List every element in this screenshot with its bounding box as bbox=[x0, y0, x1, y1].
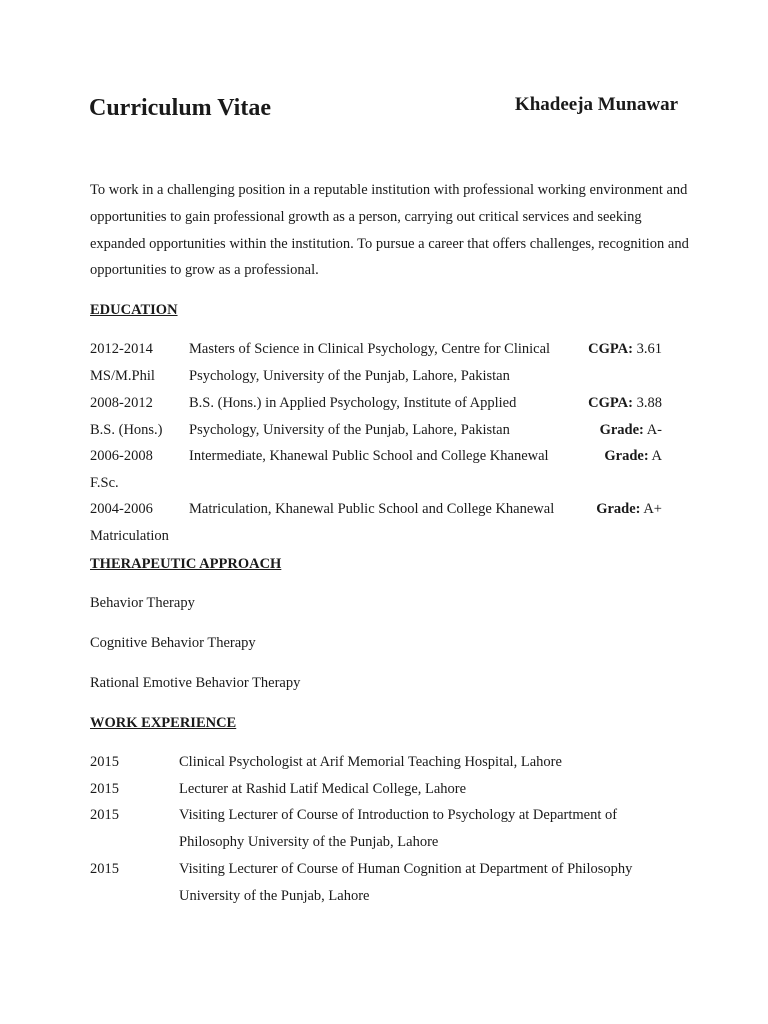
education-degree: F.Sc. bbox=[90, 475, 119, 491]
work-year: 2015 bbox=[90, 781, 119, 797]
grade-value: 3.88 bbox=[633, 395, 662, 411]
therapy-item: Behavior Therapy bbox=[90, 595, 195, 611]
grade-label: CGPA: bbox=[588, 341, 633, 357]
education-degree: B.S. (Hons.) bbox=[90, 422, 163, 438]
page-title: Curriculum Vitae bbox=[89, 95, 271, 121]
therapy-item: Rational Emotive Behavior Therapy bbox=[90, 675, 301, 691]
education-period: 2008-2012 bbox=[90, 395, 153, 411]
education-grade bbox=[530, 443, 662, 470]
objective-paragraph: To work in a challenging position in a reputable institution with professional working environment and opportunities to gain professional growth as a person, carrying out critical services and seeking expanded opportunities within the institution. To pursue a career that offers challenges, recognition and opportunities to grow as a professional. bbox=[90, 182, 689, 279]
work-year: 2015 bbox=[90, 754, 119, 770]
education-period: 2012-2014 bbox=[90, 341, 153, 357]
work-description: Visiting Lecturer of Course of Introduction to Psychology at Department of Philosophy University of the Punjab, Lahore bbox=[179, 807, 618, 850]
grade-label: Grade: bbox=[596, 501, 641, 517]
work-heading: WORK EXPERIENCE bbox=[90, 715, 237, 731]
education-heading: EDUCATION bbox=[90, 302, 178, 318]
candidate-name: Khadeeja Munawar bbox=[514, 94, 678, 115]
education-description: Psychology, University of the Punjab, Lahore, Pakistan bbox=[189, 422, 510, 438]
education-description: B.S. (Hons.) in Applied Psychology, Institute of Applied bbox=[189, 395, 517, 411]
education-row bbox=[0, 390, 768, 417]
grade-value: 3.61 bbox=[633, 341, 662, 357]
grade-label: Grade: bbox=[604, 448, 649, 464]
education-row bbox=[0, 496, 768, 523]
education-grade bbox=[530, 496, 662, 523]
education-row bbox=[0, 523, 768, 550]
education-grade bbox=[530, 336, 662, 363]
education-description: Matriculation, Khanewal Public School and College Khanewal bbox=[189, 501, 555, 517]
education-row bbox=[0, 336, 768, 363]
therapy-item: Cognitive Behavior Therapy bbox=[90, 635, 256, 651]
education-degree: Matriculation bbox=[90, 528, 169, 544]
education-row bbox=[0, 443, 768, 470]
grade-value: A- bbox=[643, 422, 662, 438]
education-row bbox=[0, 470, 768, 497]
education-grade bbox=[530, 417, 662, 444]
education-description: Intermediate, Khanewal Public School and College Khanewal bbox=[189, 448, 549, 464]
work-description: Visiting Lecturer of Course of Human Cognition at Department of Philosophy University of the Punjab, Lahore bbox=[179, 861, 633, 904]
grade-value: A bbox=[648, 448, 662, 464]
education-grade bbox=[530, 390, 662, 417]
work-year: 2015 bbox=[90, 807, 119, 823]
education-degree: MS/M.Phil bbox=[90, 368, 155, 384]
education-row bbox=[0, 417, 768, 444]
education-description: Masters of Science in Clinical Psychology, Centre for Clinical bbox=[189, 341, 551, 357]
work-year: 2015 bbox=[90, 861, 119, 877]
grade-label: Grade: bbox=[599, 422, 644, 438]
work-description: Lecturer at Rashid Latif Medical College, Lahore bbox=[179, 781, 467, 797]
education-period: 2004-2006 bbox=[90, 501, 153, 517]
education-description: Psychology, University of the Punjab, Lahore, Pakistan bbox=[189, 368, 510, 384]
grade-label: CGPA: bbox=[588, 395, 633, 411]
education-period: 2006-2008 bbox=[90, 448, 153, 464]
work-description: Clinical Psychologist at Arif Memorial Teaching Hospital, Lahore bbox=[179, 754, 562, 770]
education-row bbox=[0, 363, 768, 390]
therapeutic-heading: THERAPEUTIC APPROACH bbox=[90, 556, 282, 572]
grade-value: A+ bbox=[640, 501, 662, 517]
